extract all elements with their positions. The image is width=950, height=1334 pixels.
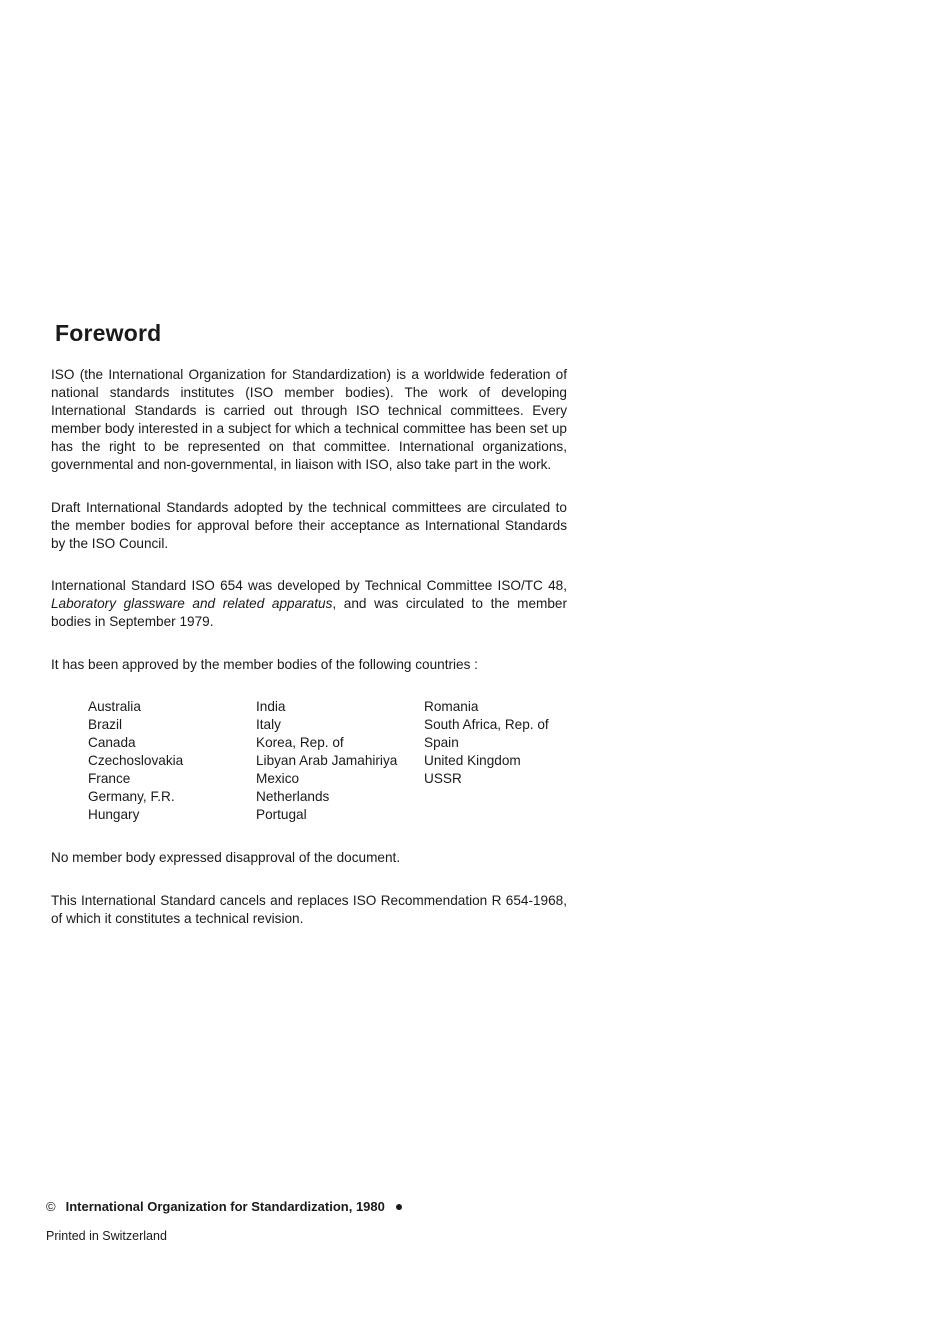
country-item: Korea, Rep. of (256, 735, 344, 750)
development-text-start: International Standard ISO 654 was developed by Technical Committee ISO/TC 48, (51, 578, 567, 593)
country-item: Portugal (256, 807, 307, 822)
country-item: Czechoslovakia (88, 753, 184, 768)
country-item: Brazil (88, 717, 122, 732)
country-item: Australia (88, 699, 141, 714)
copyright-text: International Organization for Standardization, 1980 (65, 1199, 385, 1214)
bullet-icon: ● (394, 1198, 404, 1214)
country-column-2 (256, 698, 397, 824)
paragraph-approval: It has been approved by the member bodies of the following countries : (51, 657, 478, 672)
development-text-end: , and was circulated to the member bodies in September 1979. (51, 596, 567, 629)
country-item: Canada (88, 735, 136, 750)
country-item: USSR (424, 771, 462, 786)
country-column-3 (424, 698, 549, 788)
country-item: South Africa, Rep. of (424, 717, 549, 732)
country-item: United Kingdom (424, 753, 521, 768)
country-item: India (256, 699, 286, 714)
paragraph-replacement: This International Standard cancels and replaces ISO Recommendation R 654-1968, of which it constitutes a technical revision. (51, 893, 567, 926)
country-item: France (88, 771, 131, 786)
country-item: Spain (424, 735, 459, 750)
copyright-line (46, 1198, 403, 1214)
copyright-icon: © (46, 1199, 56, 1214)
page-title: Foreword (55, 320, 162, 346)
printed-location: Printed in Switzerland (46, 1229, 167, 1243)
paragraph-iso-intro: ISO (the International Organization for Standardization) is a worldwide federation of national standards institutes (ISO member bodies). The work of developing International Standards is carried out through ISO technical committees. Every member body interested in a subject for which a technical committee has been set up has the right to be represented on that committee. International organizations, governmental and non-governmental, in liaison with ISO, also take part in the work. (51, 367, 567, 472)
committee-title: Laboratory glassware and related apparatus (51, 596, 333, 611)
country-item: Mexico (256, 771, 300, 786)
country-item: Italy (256, 717, 281, 732)
country-column-1 (88, 698, 183, 824)
country-item: Hungary (88, 807, 140, 822)
paragraph-draft-standards: Draft International Standards adopted by the technical committees are circulated to the member bodies for approval before their acceptance as International Standards by the ISO Council. (51, 500, 567, 551)
paragraph-development (51, 577, 567, 631)
country-item: Germany, F.R. (88, 789, 175, 804)
paragraph-no-disapproval: No member body expressed disapproval of the document. (51, 850, 401, 865)
country-item: Netherlands (256, 789, 330, 804)
country-item: Libyan Arab Jamahiriya (256, 753, 398, 768)
country-item: Romania (424, 699, 479, 714)
